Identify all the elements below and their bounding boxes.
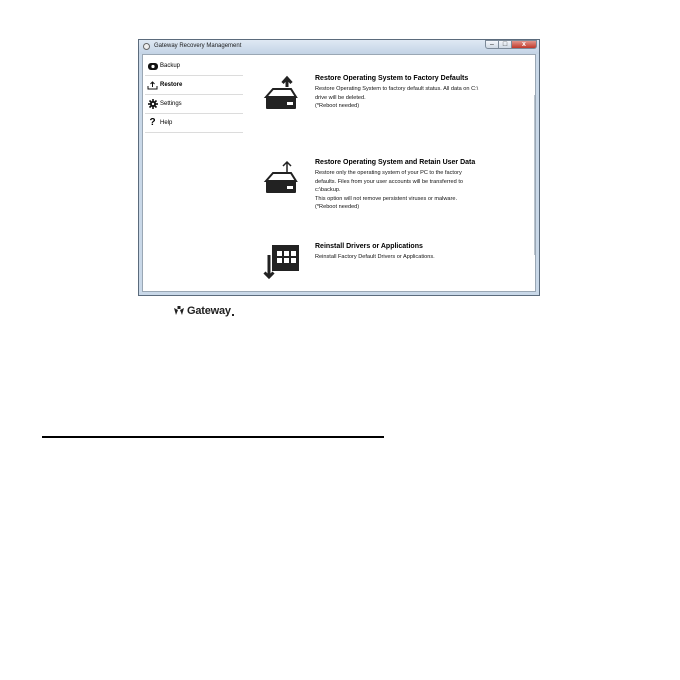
window-controls [485, 40, 537, 49]
app-icon [143, 43, 150, 50]
option-description [315, 253, 545, 262]
hard-drive-retain-icon [263, 159, 303, 199]
sidebar-item-label: Backup [160, 63, 181, 69]
gateway-logo [173, 305, 234, 317]
description-line: This option will not remove persistent viruses or malware. [315, 195, 458, 202]
logo-text: Gateway [187, 305, 231, 317]
minimize-button[interactable]: – [485, 40, 499, 49]
description-line: c:\backup. [315, 187, 341, 193]
window-title: Gateway Recovery Management [154, 43, 242, 49]
gear-icon [147, 99, 158, 109]
sidebar [145, 57, 243, 133]
option-description [315, 169, 545, 212]
sidebar-item-restore[interactable] [145, 76, 243, 95]
gateway-cow-spot-icon [173, 306, 185, 316]
description-line: defaults. Files from your user accounts will be transferred to [315, 178, 463, 185]
sidebar-item-label: Restore [160, 82, 183, 88]
sidebar-item-backup[interactable] [145, 57, 243, 76]
option-title: Restore Operating System to Factory Defaults [315, 75, 469, 82]
close-button[interactable]: x [512, 40, 537, 49]
sidebar-item-label: Help [160, 120, 173, 126]
hard-drive-restore-icon [263, 75, 303, 115]
reinstall-apps-icon [263, 243, 303, 283]
sidebar-item-help[interactable] [145, 114, 243, 133]
description-line: (*Reboot needed) [315, 103, 360, 109]
help-icon: ? [149, 117, 156, 128]
horizontal-rule [42, 436, 384, 438]
description-line: (*Reboot needed) [315, 204, 360, 210]
option-description [315, 85, 545, 111]
option-title: Restore Operating System and Retain User Data [315, 159, 476, 166]
description-line: drive will be deleted. [315, 94, 366, 101]
recovery-window [138, 39, 540, 317]
logo-dot [232, 314, 234, 316]
description-line: Restore only the operating system of your PC to the factory [315, 170, 462, 176]
description-line: Restore Operating System to factory default status. All data on C:\ [315, 86, 479, 92]
backup-icon [147, 61, 158, 71]
sidebar-item-label: Settings [160, 101, 182, 107]
description-line: Reinstall Factory Default Drivers or Applications. [315, 254, 435, 260]
restore-icon [147, 80, 158, 90]
maximize-button[interactable]: □ [499, 40, 512, 49]
title-bar[interactable] [139, 40, 539, 54]
client-area [142, 54, 536, 317]
option-title: Reinstall Drivers or Applications [315, 243, 423, 250]
sidebar-item-settings[interactable] [145, 95, 243, 114]
